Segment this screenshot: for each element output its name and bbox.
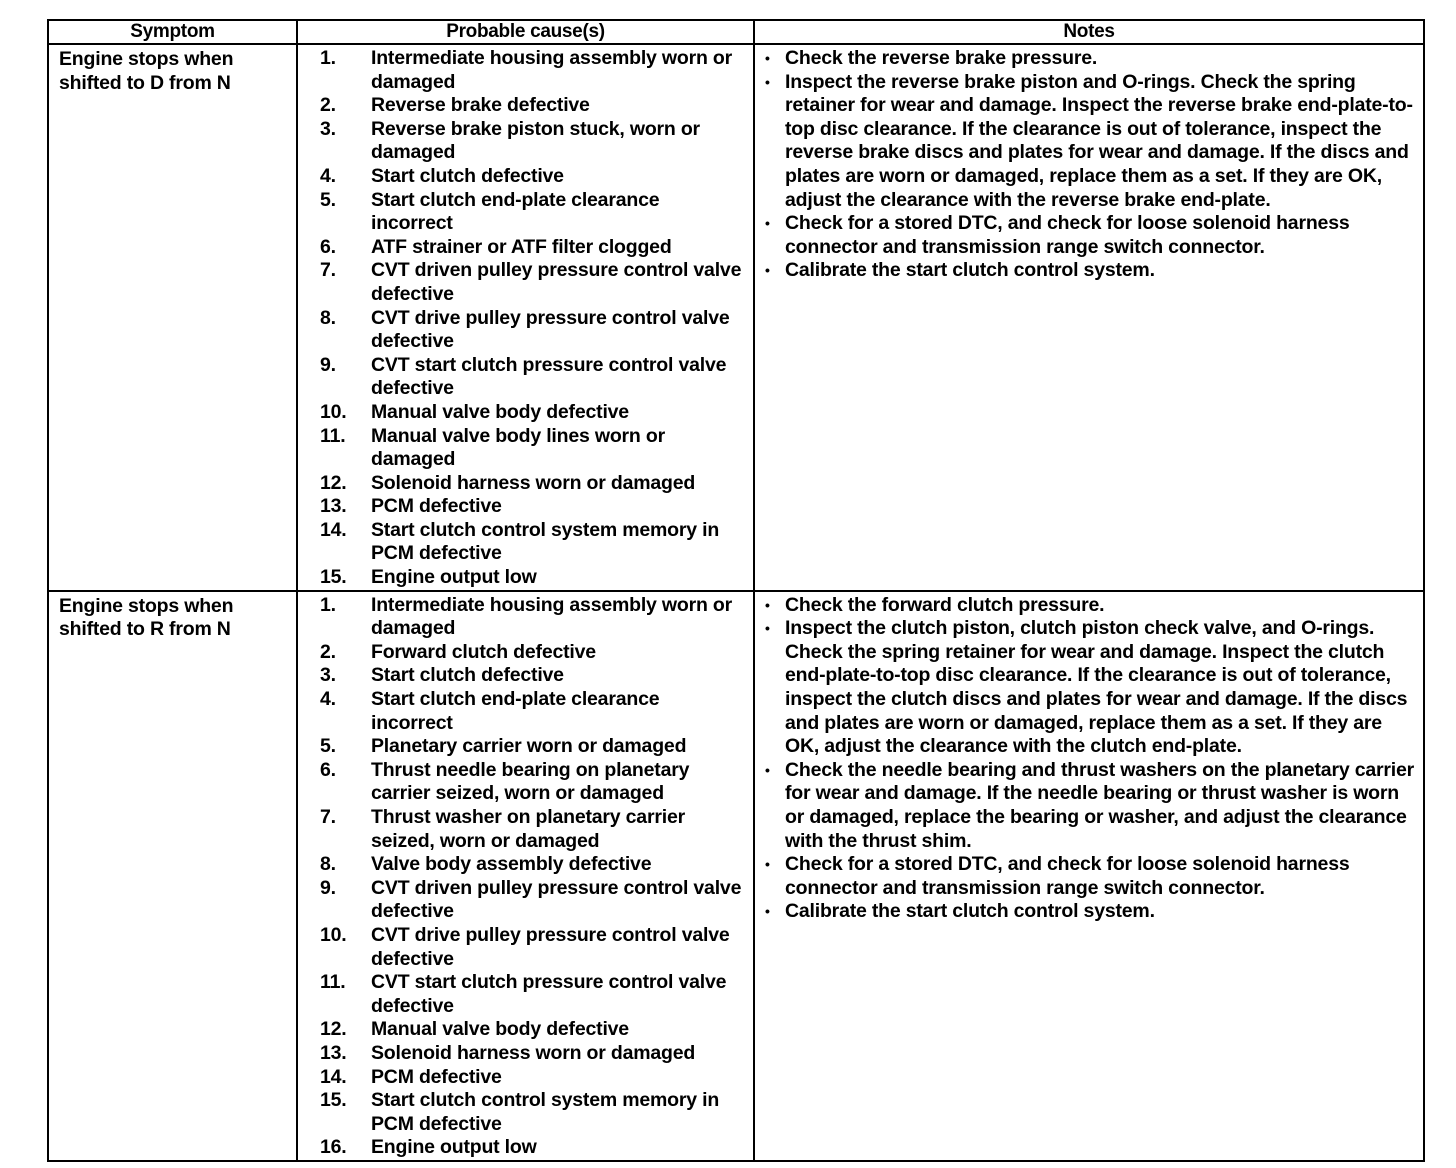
bullet-icon: •: [765, 856, 770, 873]
cause-number: 6.: [320, 235, 336, 258]
bullet-icon: •: [765, 620, 770, 637]
cause-item: [298, 401, 753, 425]
cause-number: 8.: [320, 306, 336, 329]
notes-cell: [754, 44, 1424, 591]
cause-text: Start clutch end-plate clearance incorrect: [371, 688, 660, 734]
cause-text: Planetary carrier worn or damaged: [371, 735, 687, 758]
cause-text: CVT start clutch pressure control valve defective: [371, 971, 727, 1017]
cause-number: 15.: [320, 566, 347, 589]
bullet-icon: •: [765, 903, 770, 920]
note-item: [765, 47, 1415, 71]
cause-item: [298, 1136, 753, 1160]
cause-number: 12.: [320, 471, 347, 494]
cause-number: 4.: [320, 164, 336, 187]
symptom-text: Engine stops when shifted to D from N: [59, 48, 234, 94]
cause-text: CVT drive pulley pressure control valve defective: [371, 923, 730, 970]
cause-number: 7.: [320, 259, 336, 282]
cause-item: [298, 118, 753, 165]
cause-item: [298, 259, 753, 306]
cause-number: 3.: [320, 664, 336, 687]
cause-text: Engine output low: [371, 1136, 537, 1159]
bullet-icon: •: [765, 215, 770, 232]
cause-text: Start clutch defective: [371, 164, 564, 187]
bullet-icon: •: [765, 73, 770, 90]
header-notes: Notes: [754, 20, 1424, 44]
cause-number: 14.: [320, 1065, 347, 1088]
cause-item: [298, 495, 753, 519]
cause-item: [298, 1018, 753, 1042]
cause-item: [298, 47, 753, 94]
cause-text: Start clutch control system memory in PCM defective: [371, 518, 720, 565]
note-item: [765, 71, 1415, 213]
notes-cell: [754, 591, 1424, 1161]
cause-item: [298, 236, 753, 260]
cause-number: 13.: [320, 495, 347, 518]
note-item: [765, 594, 1415, 618]
cause-text: Start clutch end-plate clearance incorrect: [371, 188, 660, 235]
cause-item: [298, 641, 753, 665]
cause-item: [298, 189, 753, 236]
cause-item: [298, 853, 753, 877]
cause-text: CVT drive pulley pressure control valve defective: [371, 306, 730, 353]
cause-item: [298, 425, 753, 472]
cause-number: 10.: [320, 923, 347, 946]
cause-item: [298, 519, 753, 566]
cause-number: 2.: [320, 94, 336, 117]
cause-item: [298, 566, 753, 590]
note-text: Check the needle bearing and thrust washers on the planetary carrier for wear and damage. If the needle bearing or thrust washer is worn or damaged, replace the bearing or washer, and adjust the clearance with the thrust shim.: [785, 758, 1415, 852]
cause-item: [298, 94, 753, 118]
cause-text: Reverse brake piston stuck, worn or damaged: [371, 117, 700, 164]
header-symptom: Symptom: [48, 20, 297, 44]
cause-text: PCM defective: [371, 1065, 502, 1088]
causes-cell: [297, 591, 754, 1161]
notes-list: [755, 45, 1423, 283]
cause-item: [298, 688, 753, 735]
table-row: [48, 44, 1424, 591]
cause-item: [298, 877, 753, 924]
cause-item: [298, 759, 753, 806]
cause-text: PCM defective: [371, 495, 502, 518]
cause-text: Forward clutch defective: [371, 640, 596, 663]
note-item: [765, 617, 1415, 759]
cause-text: Start clutch control system memory in PCM defective: [371, 1089, 720, 1135]
cause-text: Manual valve body lines worn or damaged: [371, 424, 665, 471]
note-item: [765, 759, 1415, 853]
header-probable-causes: Probable cause(s): [297, 20, 754, 44]
note-item: [765, 259, 1415, 283]
cause-item: [298, 735, 753, 759]
cause-item: [298, 472, 753, 496]
cause-number: 12.: [320, 1018, 347, 1041]
cause-number: 11.: [320, 424, 346, 447]
troubleshooting-table: [47, 19, 1425, 1162]
cause-number: 11.: [320, 971, 346, 994]
cause-item: [298, 664, 753, 688]
cause-item: [298, 594, 753, 641]
note-item: [765, 853, 1415, 900]
cause-text: CVT driven pulley pressure control valve defective: [371, 259, 742, 305]
cause-text: CVT start clutch pressure control valve defective: [371, 353, 727, 400]
note-text: Check for a stored DTC, and check for loose solenoid harness connector and transmission range switch connector.: [785, 212, 1350, 258]
cause-item: [298, 165, 753, 189]
symptom-text: Engine stops when shifted to R from N: [59, 594, 234, 641]
cause-number: 2.: [320, 640, 336, 663]
cause-text: ATF strainer or ATF filter clogged: [371, 235, 672, 258]
cause-number: 4.: [320, 688, 336, 711]
cause-item: [298, 971, 753, 1018]
header-row: [48, 20, 1424, 44]
cause-item: [298, 806, 753, 853]
cause-item: [298, 307, 753, 354]
bullet-icon: •: [765, 596, 770, 613]
cause-text: Manual valve body defective: [371, 400, 629, 423]
cause-number: 9.: [320, 876, 336, 899]
note-text: Calibrate the start clutch control system.: [785, 900, 1155, 923]
causes-list: [298, 45, 753, 590]
cause-number: 16.: [320, 1136, 347, 1159]
cause-text: Valve body assembly defective: [371, 853, 652, 876]
bullet-icon: •: [765, 262, 770, 279]
note-text: Inspect the clutch piston, clutch piston check valve, and O-rings. Check the spring retainer for wear and damage. Inspect the clutch end-plate-to-top disc clearance. If the clearance is out of tolerance, inspect the clutch discs and plates for wear and damage. If the discs and plates are worn or damaged, replace them as a set. If they are OK, adjust the clearance with the clutch end-plate.: [785, 617, 1408, 758]
note-text: Check the forward clutch pressure.: [785, 593, 1105, 616]
cause-number: 3.: [320, 117, 336, 140]
cause-number: 6.: [320, 758, 336, 781]
cause-text: Start clutch defective: [371, 664, 564, 687]
cause-number: 9.: [320, 353, 336, 376]
cause-number: 5.: [320, 188, 336, 211]
table-row: [48, 591, 1424, 1161]
cause-number: 1.: [320, 47, 336, 69]
cause-number: 15.: [320, 1089, 347, 1112]
cause-text: Thrust washer on planetary carrier seized, worn or damaged: [371, 806, 685, 852]
note-text: Check the reverse brake pressure.: [785, 47, 1098, 69]
bullet-icon: •: [765, 50, 770, 66]
cause-text: Manual valve body defective: [371, 1018, 629, 1041]
cause-text: Thrust needle bearing on planetary carrier seized, worn or damaged: [371, 758, 690, 805]
causes-list: [298, 592, 753, 1160]
cause-text: CVT driven pulley pressure control valve defective: [371, 876, 742, 923]
note-item: [765, 212, 1415, 259]
cause-item: [298, 1089, 753, 1136]
note-text: Check for a stored DTC, and check for loose solenoid harness connector and transmission range switch connector.: [785, 853, 1350, 899]
cause-item: [298, 924, 753, 971]
cause-item: [298, 354, 753, 401]
cause-number: 7.: [320, 806, 336, 828]
symptom-cell: [48, 44, 297, 591]
causes-cell: [297, 44, 754, 591]
notes-list: [755, 592, 1423, 924]
cause-text: Intermediate housing assembly worn or damaged: [371, 593, 733, 640]
cause-text: Engine output low: [371, 566, 537, 589]
cause-text: Intermediate housing assembly worn or damaged: [371, 47, 733, 93]
cause-number: 10.: [320, 400, 347, 423]
note-text: Calibrate the start clutch control system.: [785, 259, 1155, 282]
cause-number: 8.: [320, 853, 336, 876]
cause-item: [298, 1066, 753, 1090]
cause-item: [298, 1042, 753, 1066]
cause-number: 14.: [320, 518, 347, 541]
cause-number: 13.: [320, 1041, 347, 1064]
cause-text: Solenoid harness worn or damaged: [371, 471, 696, 494]
cause-number: 1.: [320, 593, 336, 616]
symptom-cell: [48, 591, 297, 1161]
note-text: Inspect the reverse brake piston and O-rings. Check the spring retainer for wear and damage. Inspect the reverse brake end-plate-to-top disc clearance. If the clearance is out of tolerance, inspect the reverse brake discs and plates for wear and damage. If the discs and plates are worn or damaged, replace them as a set. If they are OK, adjust the clearance with the reverse brake end-plate.: [785, 70, 1413, 211]
cause-text: Solenoid harness worn or damaged: [371, 1041, 696, 1064]
cause-number: 5.: [320, 735, 336, 758]
cause-text: Reverse brake defective: [371, 94, 590, 117]
bullet-icon: •: [765, 761, 770, 778]
note-item: [765, 900, 1415, 924]
